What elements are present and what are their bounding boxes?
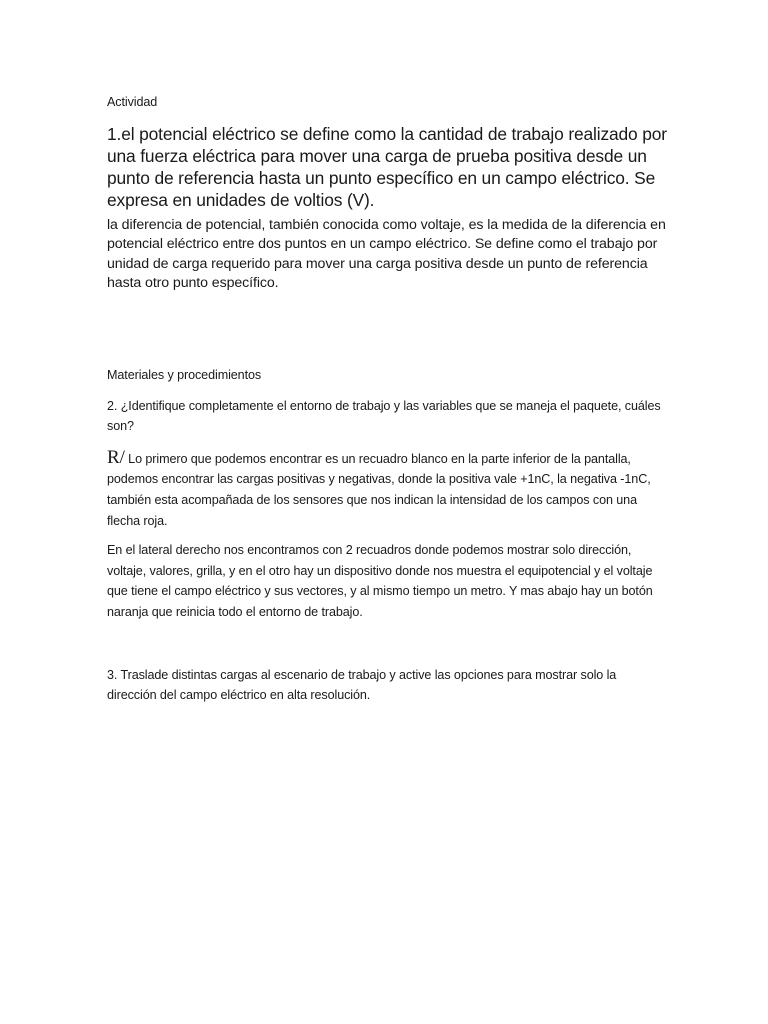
document-page <box>107 92 667 706</box>
answer-marker: R/ <box>107 446 125 468</box>
question-3: 3. Traslade distintas cargas al escenario de trabajo y active las opciones para mostrar solo la dirección del campo eléctrico en alta resolución. <box>107 667 617 703</box>
definition-voltage-paragraph: la diferencia de potencial, también conocida como voltaje, es la medida de la diferencia en potencial eléctrico entre dos puntos en un campo eléctrico. Se define como el trabajo por unidad de carga requerido para mover una carga positiva desde un punto de referencia hasta otro punto específico. <box>107 216 666 292</box>
heading-actividad: Actividad <box>107 95 158 109</box>
question-2: 2. ¿Identifique completamente el entorno de trabajo y las variables que se maneja el paquete, cuáles son? <box>107 398 661 434</box>
answer-2-paragraph <box>107 448 667 531</box>
answer-2-continued: En el lateral derecho nos encontramos con 2 recuadros donde podemos mostrar solo dirección, voltaje, valores, grilla, y en el otro hay un dispositivo donde nos muestra el equipotencial y el voltaje que tiene el campo eléctrico y sus vectores, y al mismo tiempo un metro. Y mas abajo hay un botón naranja que reinicia todo el entorno de trabajo. <box>107 543 653 619</box>
definition-potential-paragraph: 1.el potencial eléctrico se define como la cantidad de trabajo realizado por una fuerza eléctrica para mover una carga de prueba positiva desde un punto de referencia hasta un punto específico en un campo eléctrico. Se expresa en unidades de voltios (V). <box>107 123 667 210</box>
section-title: Materiales y procedimientos <box>107 367 262 382</box>
answer-2-text: Lo primero que podemos encontrar es un recuadro blanco en la parte inferior de la pantalla, podemos encontrar las cargas positivas y negativas, donde la positiva vale +1nC, la negativa -1nC, también esta acompañada de los sensores que nos indican la intensidad de los campos con una flecha roja. <box>107 451 651 528</box>
